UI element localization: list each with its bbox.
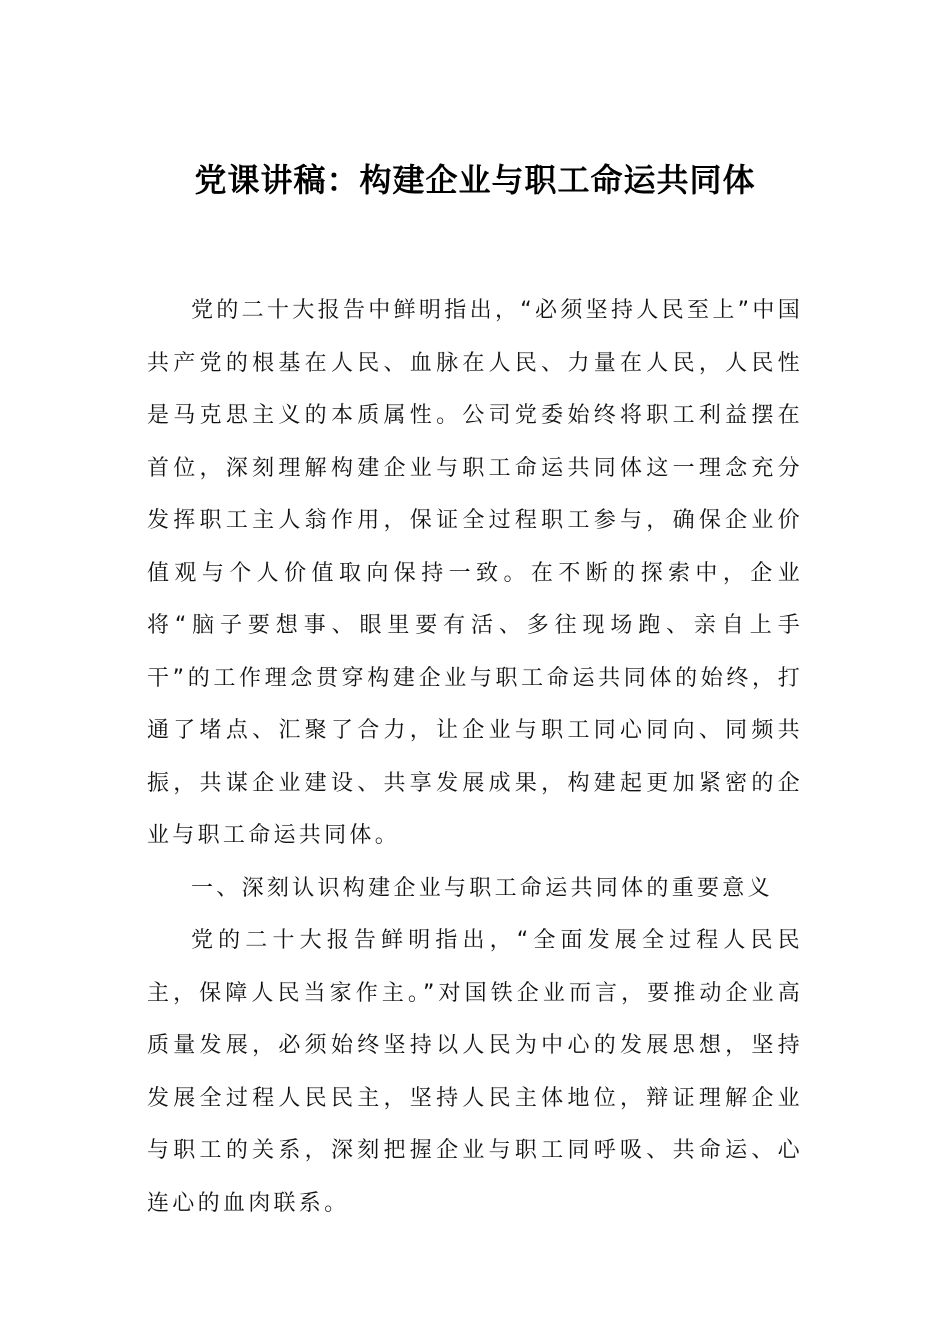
document-title: 党课讲稿：构建企业与职工命运共同体 <box>194 161 756 199</box>
document-body <box>147 285 803 1230</box>
paragraph-section-1: 党的二十大报告鲜明指出，“全面发展全过程人民民主，保障人民当家作主。”对国铁企业而言，要推动企业高质量发展，必须始终坚持以人民为中心的发展思想，坚持发展全过程人民民主，坚持人民主体地位，辩证理解企业与职工的关系，深刻把握企业与职工同呼吸、共命运、心连心的血肉联系。 <box>147 928 803 1216</box>
paragraph-intro: 党的二十大报告中鲜明指出，“必须坚持人民至上”中国共产党的根基在人民、血脉在人民、力量在人民，人民性是马克思主义的本质属性。公司党委始终将职工利益摆在首位，深刻理解构建企业与职工命运共同体这一理念充分发挥职工主人翁作用，保证全过程职工参与，确保企业价值观与个人价值取向保持一致。在不断的探索中，企业将“脑子要想事、眼里要有活、多往现场跑、亲自上手干”的工作理念贯穿构建企业与职工命运共同体的始终，打通了堵点、汇聚了合力，让企业与职工同心同向、同频共振，共谋企业建设、共享发展成果，构建起更加紧密的企业与职工命运共同体。 <box>147 298 803 848</box>
section-heading-1: 一、深刻认识构建企业与职工命运共同体的重要意义 <box>191 875 773 901</box>
